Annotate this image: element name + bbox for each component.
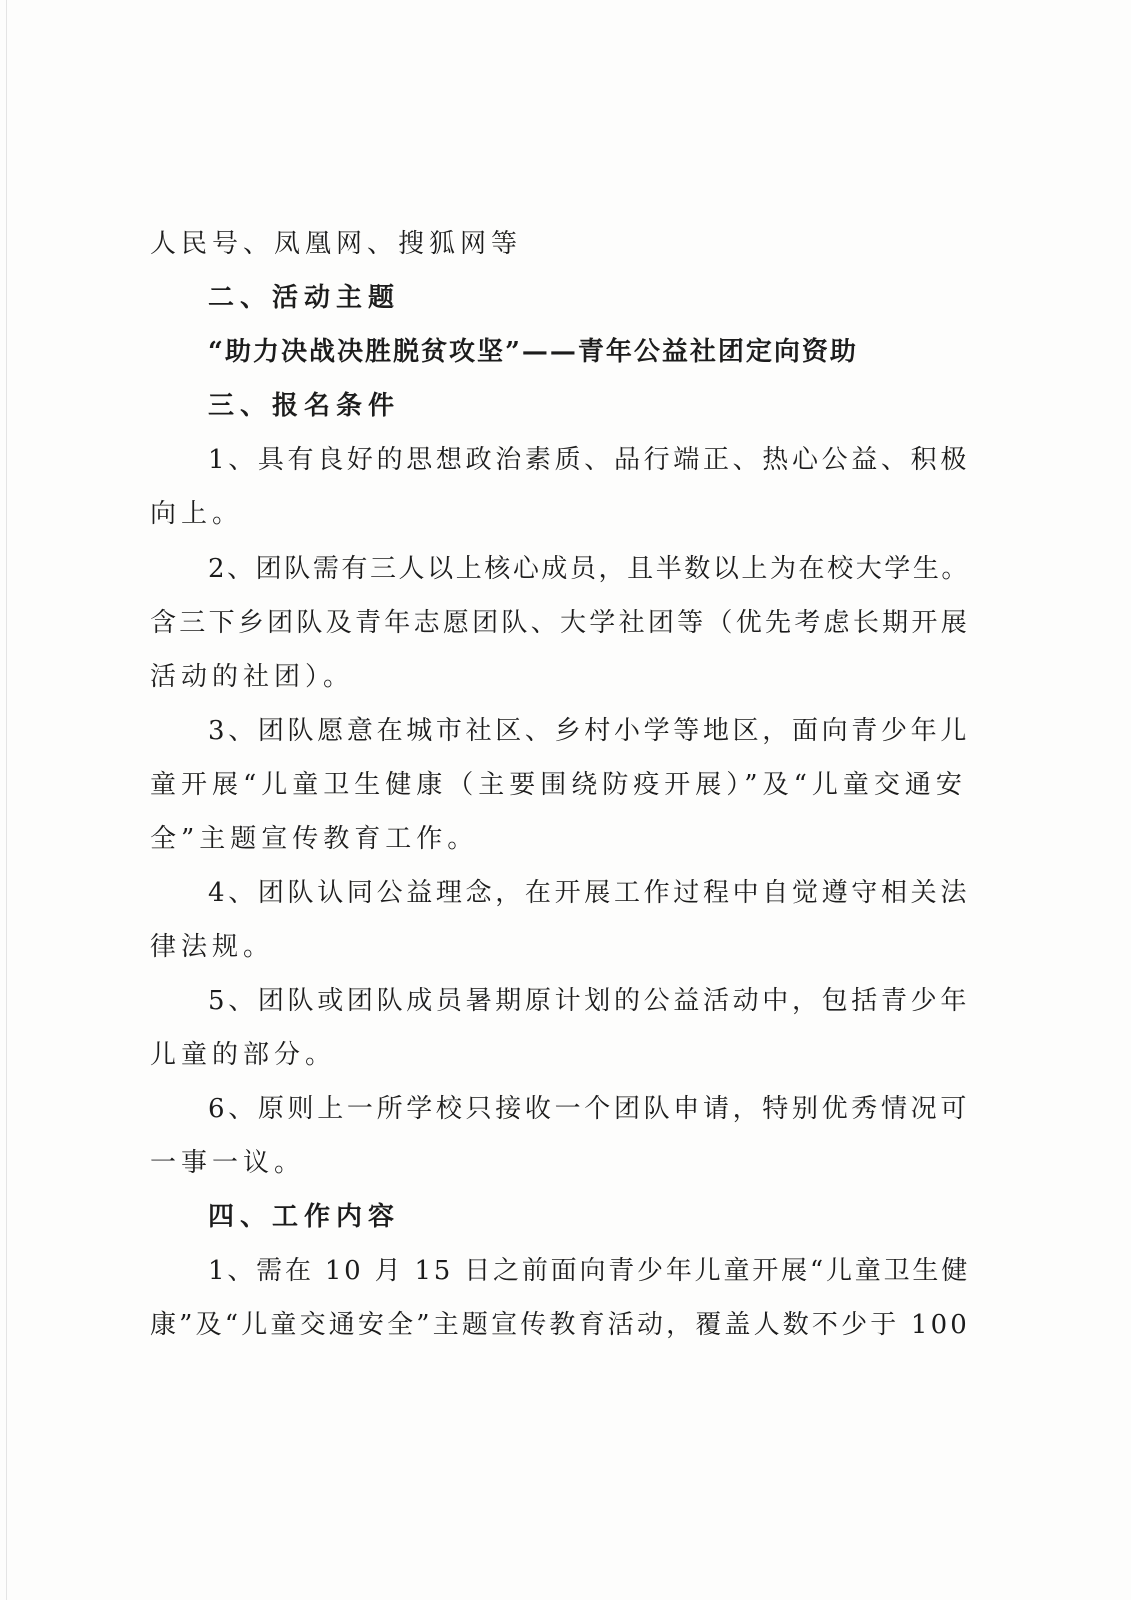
condition-2-line-1: 2、团队需有三人以上核心成员，且半数以上为在校大学生。 bbox=[208, 554, 970, 584]
condition-5-line-1: 5、团队或团队成员暑期原计划的公益活动中，包括青少年 bbox=[208, 986, 970, 1016]
condition-6-line-1: 6、原则上一所学校只接收一个团队申请，特别优秀情况可 bbox=[208, 1094, 970, 1124]
condition-4-line-1: 4、团队认同公益理念，在开展工作过程中自觉遵守相关法 bbox=[208, 878, 970, 908]
condition-5-line-2: 儿童的部分。 bbox=[150, 1040, 337, 1070]
condition-1-line-2: 向上。 bbox=[150, 499, 244, 529]
work-content-1-line-2: 康”及“儿童交通安全”主题宣传教育活动，覆盖人数不少于 100 bbox=[150, 1310, 970, 1340]
condition-1-line-1: 1、具有良好的思想政治素质、品行端正、热心公益、积极 bbox=[208, 445, 970, 475]
condition-3-line-2: 童开展“儿童卫生健康（主要围绕防疫开展）”及“儿童交通安 bbox=[150, 770, 967, 800]
activity-theme: “助力决战决胜脱贫攻坚”——青年公益社团定向资助 bbox=[208, 337, 858, 367]
text-line-continuation: 人民号、凤凰网、搜狐网等 bbox=[150, 229, 523, 259]
condition-3-line-3: 全”主题宣传教育工作。 bbox=[150, 824, 479, 854]
condition-2-line-2: 含三下乡团队及青年志愿团队、大学社团等（优先考虑长期开展 bbox=[150, 608, 970, 638]
scan-edge-line bbox=[6, 0, 7, 1600]
condition-3-line-1: 3、团队愿意在城市社区、乡村小学等地区，面向青少年儿 bbox=[208, 716, 970, 746]
section-heading-3: 三、报名条件 bbox=[208, 391, 401, 421]
work-content-1-line-1: 1、需在 10 月 15 日之前面向青少年儿童开展“儿童卫生健 bbox=[208, 1256, 970, 1286]
condition-4-line-2: 律法规。 bbox=[150, 932, 275, 962]
condition-2-line-3: 活动的社团）。 bbox=[150, 662, 355, 692]
condition-6-line-2: 一事一议。 bbox=[150, 1148, 306, 1178]
section-heading-2: 二、活动主题 bbox=[208, 283, 401, 313]
section-heading-4: 四、工作内容 bbox=[208, 1202, 401, 1232]
